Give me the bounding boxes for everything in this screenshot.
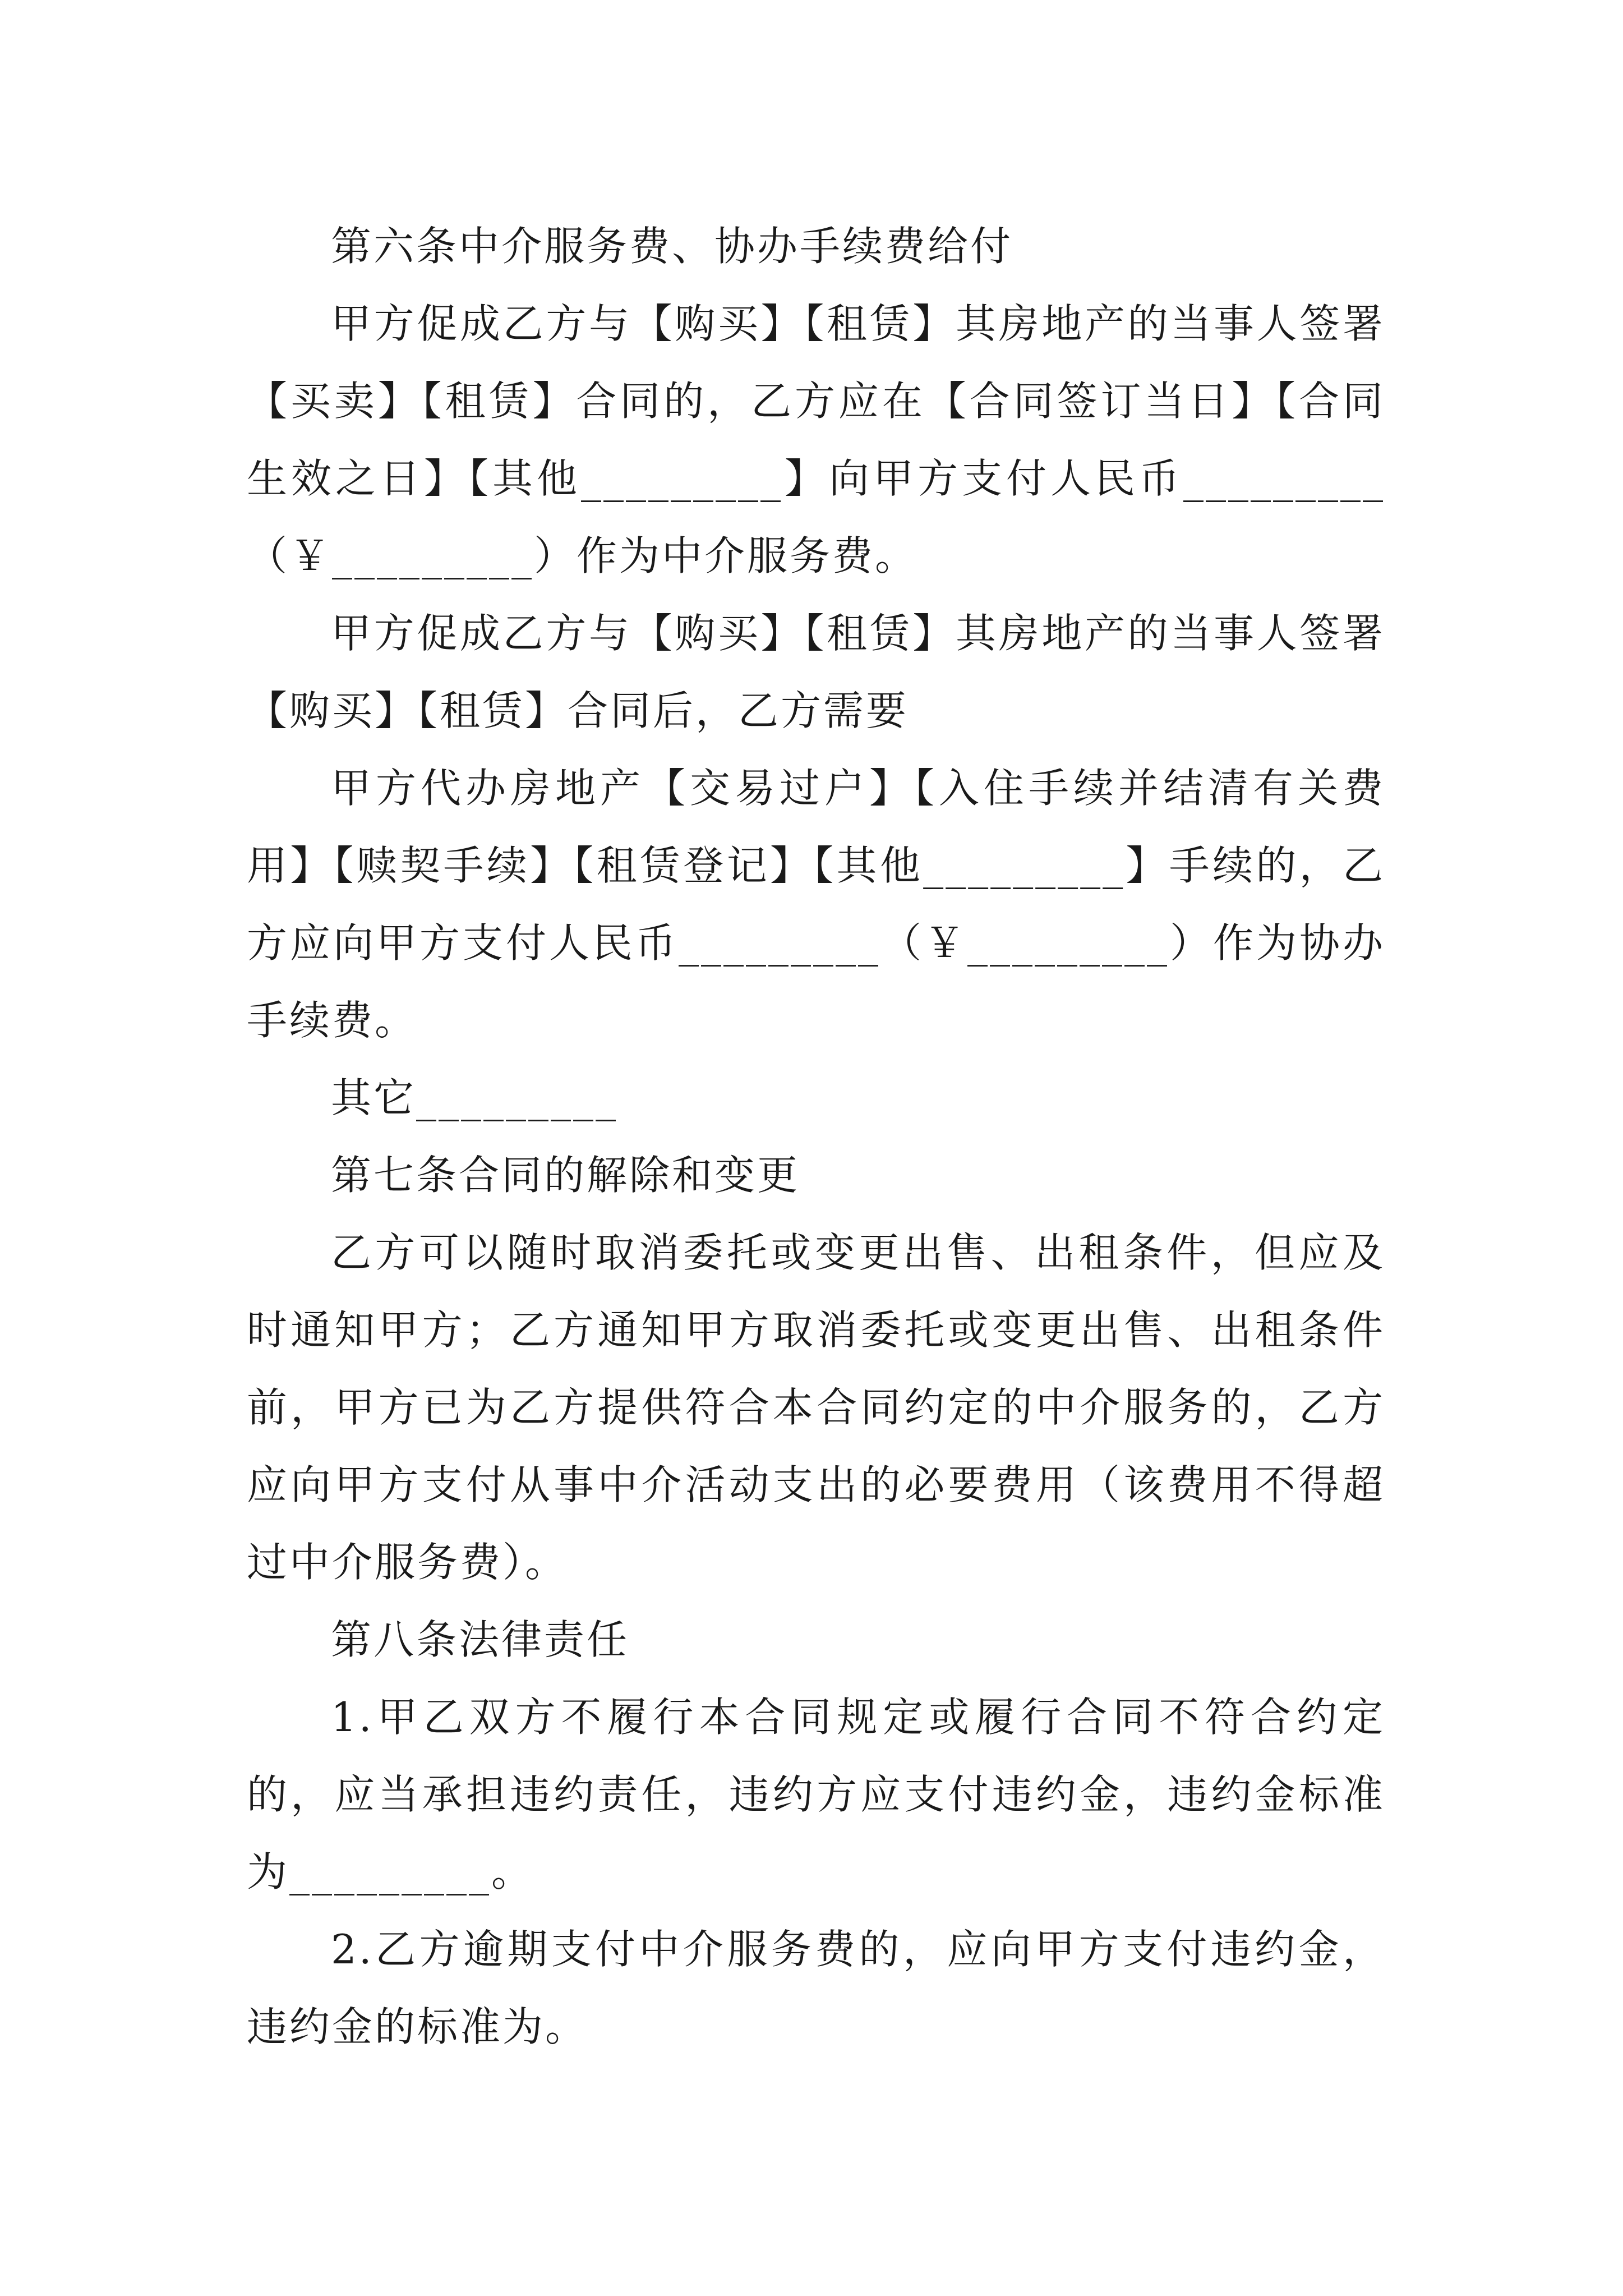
termination-paragraph: 乙方可以随时取消委托或变更出售、出租条件，但应及时通知甲方；乙方通知甲方取消委托或变更出售、出租条件前，甲方已为乙方提供符合本合同约定的中介服务的，乙方应向甲方支付从事中介活动支出的必要费用（该费用不得超过中介服务费）。 bbox=[247, 1229, 1385, 1586]
article-7-heading: 第七条合同的解除和变更 bbox=[331, 1152, 800, 1199]
contract-text bbox=[247, 208, 1385, 2065]
liability-item-1: 1.甲乙双方不履行本合同规定或履行合同不符合约定的，应当承担违约责任，违约方应支付违约金，违约金标准为_________。 bbox=[247, 1694, 1385, 1895]
agency-fee-paragraph: 甲方促成乙方与【购买】【租赁】其房地产的当事人签署【买卖】【租赁】合同的，乙方应在【合同签订当日】【合同生效之日】【其他_________】向甲方支付人民币_________（￥_________）作为中介服务费。 bbox=[247, 300, 1385, 579]
liability-item-2: 2.乙方逾期支付中介服务费的，应向甲方支付违约金，违约金的标准为。 bbox=[247, 1926, 1385, 2050]
article-8-heading: 第八条法律责任 bbox=[331, 1616, 630, 1663]
other-paragraph: 其它_________ bbox=[331, 1074, 619, 1121]
assistance-fee-paragraph: 甲方代办房地产【交易过户】【入住手续并结清有关费用】【赎契手续】【租赁登记】【其他_________】手续的，乙方应向甲方支付人民币_________（￥_________）作为协办手续费。 bbox=[247, 765, 1385, 1044]
article-6-heading: 第六条中介服务费、协办手续费给付 bbox=[331, 223, 1013, 270]
post-contract-paragraph: 甲方促成乙方与【购买】【租赁】其房地产的当事人签署【购买】【租赁】合同后，乙方需要 bbox=[247, 610, 1385, 734]
